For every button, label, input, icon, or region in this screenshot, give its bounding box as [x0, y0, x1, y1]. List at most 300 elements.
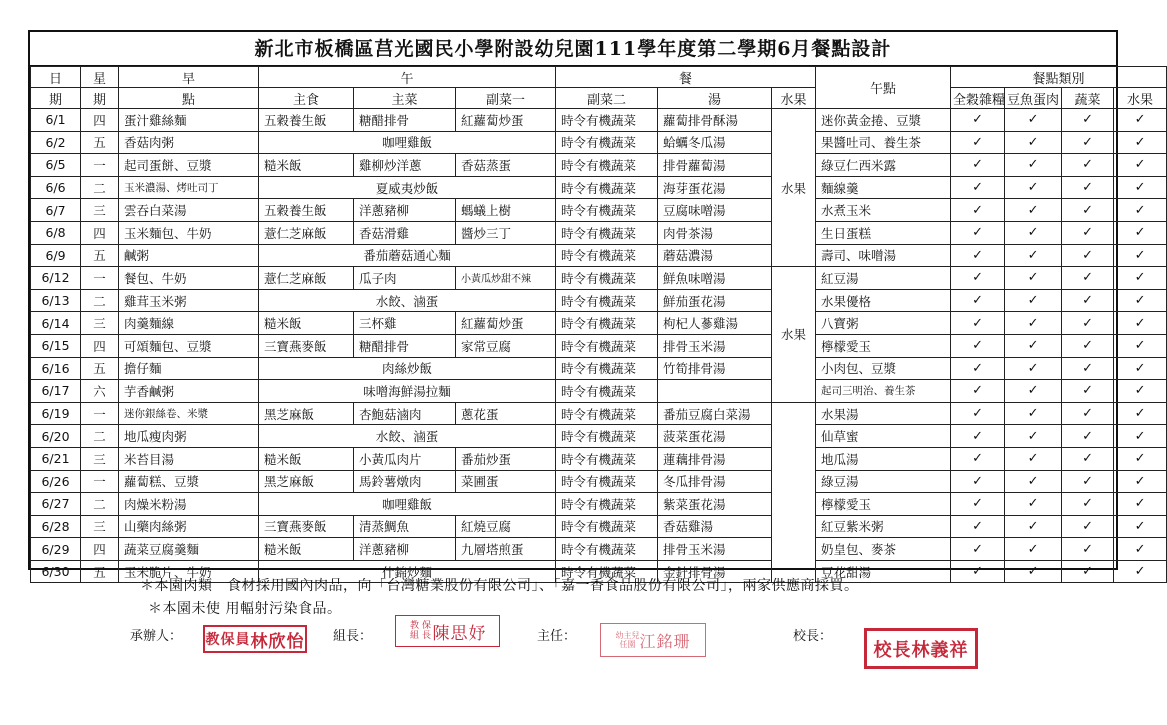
check-protein-icon: ✓: [1005, 425, 1062, 448]
header-breakfast-2: 點: [119, 88, 259, 109]
cell-snack: 麵線羹: [816, 176, 951, 199]
header-weekday: 星: [81, 67, 119, 88]
cell-soup: 冬瓜排骨湯: [658, 470, 772, 493]
cell-main-dish: 香菇滑雞: [354, 221, 456, 244]
cell-snack: 紅豆湯: [816, 267, 951, 290]
leader-label: 組長：: [333, 629, 373, 644]
menu-row: [31, 493, 1167, 516]
menu-row: [31, 538, 1167, 561]
cell-staple: 三寶燕麥飯: [259, 334, 354, 357]
header-weekday-2: 期: [81, 88, 119, 109]
director-stamp-name: 江銘珊: [639, 631, 691, 651]
cell-side-1: 番茄炒蛋: [456, 447, 556, 470]
cell-snack: 水煮玉米: [816, 199, 951, 222]
cell-side-2: 時令有機蔬菜: [556, 131, 658, 154]
check-veg-icon: ✓: [1062, 470, 1114, 493]
cell-weekday: 三: [81, 199, 119, 222]
cell-weekday: 五: [81, 131, 119, 154]
cell-snack: 綠豆仁西米露: [816, 154, 951, 177]
handler-label: 承辦人：: [130, 629, 183, 644]
cell-snack: 仙草蜜: [816, 425, 951, 448]
note-meat-source: ＊本園肉類 食材採用國內肉品，向「台灣糖業股份有限公司」、「嘉一香食品股份有限公司」，兩家供應商採買。: [140, 578, 859, 594]
cell-breakfast: 蘿蔔糕、豆漿: [119, 470, 259, 493]
cell-staple: 薏仁芝麻飯: [259, 267, 354, 290]
cell-weekday: 一: [81, 470, 119, 493]
cell-weekday: 二: [81, 176, 119, 199]
cell-side-2: 時令有機蔬菜: [556, 515, 658, 538]
cell-side-1: 香菇蒸蛋: [456, 154, 556, 177]
check-grain-icon: ✓: [951, 425, 1005, 448]
cell-lunch-combined: 番茄蘑菇通心麵: [259, 244, 556, 267]
menu-row: [31, 176, 1167, 199]
cell-side-2: 時令有機蔬菜: [556, 538, 658, 561]
cell-breakfast: 鹹粥: [119, 244, 259, 267]
cell-side-2: 時令有機蔬菜: [556, 109, 658, 132]
cell-date: 6/28: [31, 515, 81, 538]
cell-main-dish: 杏鮑菇滷肉: [354, 402, 456, 425]
cell-breakfast: 可頌麵包、豆漿: [119, 334, 259, 357]
cell-snack: 豆花甜湯: [816, 560, 951, 583]
cell-main-dish: 糖醋排骨: [354, 334, 456, 357]
cell-staple: 五穀養生飯: [259, 109, 354, 132]
cell-soup: 紫菜蛋花湯: [658, 493, 772, 516]
check-protein-icon: ✓: [1005, 312, 1062, 335]
cell-soup: 鮮茄蛋花湯: [658, 289, 772, 312]
check-protein-icon: ✓: [1005, 470, 1062, 493]
menu-body: [31, 109, 1167, 583]
cell-soup: 排骨玉米湯: [658, 334, 772, 357]
cell-breakfast: 起司蛋餅、豆漿: [119, 154, 259, 177]
cell-side-2: 時令有機蔬菜: [556, 244, 658, 267]
cell-soup: 蛤蠣冬瓜湯: [658, 131, 772, 154]
cell-breakfast: 迷你銀絲卷、米漿: [119, 402, 259, 425]
cell-soup: 枸杞人蔘雞湯: [658, 312, 772, 335]
cell-side-2: 時令有機蔬菜: [556, 357, 658, 380]
cell-date: 6/12: [31, 267, 81, 290]
cell-snack: 迷你黃金捲、豆漿: [816, 109, 951, 132]
cell-breakfast: 香菇肉粥: [119, 131, 259, 154]
cell-lunch-combined: 水餃、滷蛋: [259, 425, 556, 448]
header-main-dish: 主菜: [354, 88, 456, 109]
cell-side-1: 紅蘿蔔炒蛋: [456, 312, 556, 335]
header-cat-fruit: 水果: [1114, 88, 1167, 109]
cell-date: 6/2: [31, 131, 81, 154]
menu-row: [31, 334, 1167, 357]
header-soup: 湯: [658, 88, 772, 109]
cell-breakfast: 蔬菜豆腐羹麵: [119, 538, 259, 561]
header-lunch-right: 餐: [556, 67, 816, 88]
check-fruit-icon: ✓: [1114, 199, 1167, 222]
cell-main-dish: 雞柳炒洋蔥: [354, 154, 456, 177]
cell-weekday: 三: [81, 515, 119, 538]
cell-weekday: 三: [81, 312, 119, 335]
check-veg-icon: ✓: [1062, 515, 1114, 538]
check-grain-icon: ✓: [951, 380, 1005, 403]
menu-row: [31, 109, 1167, 132]
cell-side-2: 時令有機蔬菜: [556, 312, 658, 335]
cell-weekday: 三: [81, 447, 119, 470]
check-fruit-icon: ✓: [1114, 493, 1167, 516]
cell-soup: 排骨蘿蔔湯: [658, 154, 772, 177]
cell-soup: 番茄豆腐白菜湯: [658, 402, 772, 425]
cell-weekday: 六: [81, 380, 119, 403]
meal-plan-table: [30, 66, 1167, 583]
leader-stamp-name: 陳思妤: [432, 623, 487, 644]
cell-snack: 果醬吐司、養生茶: [816, 131, 951, 154]
header-side-1: 副菜一: [456, 88, 556, 109]
cell-soup: 蘿蔔排骨酥湯: [658, 109, 772, 132]
cell-date: 6/16: [31, 357, 81, 380]
cell-breakfast: 餐包、牛奶: [119, 267, 259, 290]
note-radiation: ＊本園未使 用輻射污染食品。: [148, 601, 342, 617]
check-grain-icon: ✓: [951, 493, 1005, 516]
check-fruit-icon: ✓: [1114, 244, 1167, 267]
check-veg-icon: ✓: [1062, 334, 1114, 357]
header-date-2: 期: [31, 88, 81, 109]
check-grain-icon: ✓: [951, 199, 1005, 222]
header-cat-grain: 全穀雜糧: [951, 88, 1005, 109]
handler-stamp-title: 教保員: [205, 632, 251, 648]
check-protein-icon: ✓: [1005, 447, 1062, 470]
cell-soup: 蘑菇濃湯: [658, 244, 772, 267]
cell-weekday: 二: [81, 425, 119, 448]
cell-soup: 金針排骨湯: [658, 560, 772, 583]
check-protein-icon: ✓: [1005, 176, 1062, 199]
header-side-2: 副菜二: [556, 88, 658, 109]
cell-date: 6/14: [31, 312, 81, 335]
cell-date: 6/30: [31, 560, 81, 583]
cell-lunch-combined: 夏威夷炒飯: [259, 176, 556, 199]
cell-weekday: 四: [81, 109, 119, 132]
check-grain-icon: ✓: [951, 515, 1005, 538]
menu-row: [31, 131, 1167, 154]
cell-weekday: 一: [81, 402, 119, 425]
cell-staple: 薏仁芝麻飯: [259, 221, 354, 244]
cell-date: 6/20: [31, 425, 81, 448]
check-fruit-icon: ✓: [1114, 538, 1167, 561]
header-cat-veg: 蔬菜: [1062, 88, 1114, 109]
cell-side-1: 小黃瓜炒甜不辣: [456, 267, 556, 290]
menu-row: [31, 199, 1167, 222]
check-fruit-icon: ✓: [1114, 560, 1167, 583]
cell-weekday: 五: [81, 244, 119, 267]
cell-snack: 檸檬愛玉: [816, 334, 951, 357]
cell-snack: 檸檬愛玉: [816, 493, 951, 516]
menu-row: [31, 312, 1167, 335]
cell-lunch-combined: 味噌海鮮湯拉麵: [259, 380, 556, 403]
check-grain-icon: ✓: [951, 267, 1005, 290]
cell-side-1: 九層塔煎蛋: [456, 538, 556, 561]
cell-side-2: 時令有機蔬菜: [556, 334, 658, 357]
check-grain-icon: ✓: [951, 312, 1005, 335]
cell-main-dish: 洋蔥豬柳: [354, 199, 456, 222]
cell-side-2: 時令有機蔬菜: [556, 289, 658, 312]
check-fruit-icon: ✓: [1114, 109, 1167, 132]
check-fruit-icon: ✓: [1114, 334, 1167, 357]
header-category: 餐點類別: [951, 67, 1167, 88]
cell-side-1: 菜圃蛋: [456, 470, 556, 493]
check-veg-icon: ✓: [1062, 154, 1114, 177]
cell-side-1: 螞蟻上樹: [456, 199, 556, 222]
check-veg-icon: ✓: [1062, 312, 1114, 335]
cell-date: 6/9: [31, 244, 81, 267]
cell-main-dish: 洋蔥豬柳: [354, 538, 456, 561]
cell-side-2: 時令有機蔬菜: [556, 154, 658, 177]
cell-breakfast: 雞茸玉米粥: [119, 289, 259, 312]
check-veg-icon: ✓: [1062, 425, 1114, 448]
check-protein-icon: ✓: [1005, 221, 1062, 244]
cell-soup: 海芽蛋花湯: [658, 176, 772, 199]
check-fruit-icon: ✓: [1114, 357, 1167, 380]
menu-row: [31, 470, 1167, 493]
check-grain-icon: ✓: [951, 244, 1005, 267]
cell-date: 6/8: [31, 221, 81, 244]
cell-weekday: 五: [81, 357, 119, 380]
cell-soup: 香菇雞湯: [658, 515, 772, 538]
check-protein-icon: ✓: [1005, 357, 1062, 380]
cell-side-2: 時令有機蔬菜: [556, 380, 658, 403]
cell-fruit-merged: 水果: [772, 267, 816, 403]
header-snack: 午點: [816, 67, 951, 109]
cell-side-2: 時令有機蔬菜: [556, 425, 658, 448]
cell-lunch-combined: 肉絲炒飯: [259, 357, 556, 380]
menu-row: [31, 154, 1167, 177]
cell-weekday: 二: [81, 289, 119, 312]
director-stamp: [600, 623, 706, 657]
cell-breakfast: 山藥肉絲粥: [119, 515, 259, 538]
check-protein-icon: ✓: [1005, 244, 1062, 267]
check-veg-icon: ✓: [1062, 380, 1114, 403]
cell-snack: 奶皇包、麥茶: [816, 538, 951, 561]
check-grain-icon: ✓: [951, 131, 1005, 154]
cell-side-2: 時令有機蔬菜: [556, 267, 658, 290]
header-cat-protein: 豆魚蛋肉: [1005, 88, 1062, 109]
check-veg-icon: ✓: [1062, 560, 1114, 583]
cell-staple: 黑芝麻飯: [259, 470, 354, 493]
check-grain-icon: ✓: [951, 176, 1005, 199]
cell-side-1: 家常豆腐: [456, 334, 556, 357]
check-protein-icon: ✓: [1005, 154, 1062, 177]
check-veg-icon: ✓: [1062, 402, 1114, 425]
check-grain-icon: ✓: [951, 538, 1005, 561]
header-breakfast: 早: [119, 67, 259, 88]
check-veg-icon: ✓: [1062, 267, 1114, 290]
cell-date: 6/7: [31, 199, 81, 222]
check-protein-icon: ✓: [1005, 560, 1062, 583]
cell-main-dish: 清蒸鯛魚: [354, 515, 456, 538]
cell-breakfast: 玉米脆片、牛奶: [119, 560, 259, 583]
cell-date: 6/6: [31, 176, 81, 199]
check-protein-icon: ✓: [1005, 538, 1062, 561]
cell-snack: 八寶粥: [816, 312, 951, 335]
menu-row: [31, 221, 1167, 244]
check-veg-icon: ✓: [1062, 289, 1114, 312]
check-veg-icon: ✓: [1062, 538, 1114, 561]
cell-lunch-combined: 水餃、滷蛋: [259, 289, 556, 312]
cell-lunch-combined: 什錦炒麵: [259, 560, 556, 583]
menu-row: [31, 402, 1167, 425]
director-label: 主任：: [537, 629, 577, 644]
cell-side-2: 時令有機蔬菜: [556, 560, 658, 583]
menu-row: [31, 515, 1167, 538]
check-veg-icon: ✓: [1062, 176, 1114, 199]
check-protein-icon: ✓: [1005, 199, 1062, 222]
cell-weekday: 五: [81, 560, 119, 583]
check-fruit-icon: ✓: [1114, 470, 1167, 493]
cell-side-2: 時令有機蔬菜: [556, 402, 658, 425]
cell-breakfast: 肉燥米粉湯: [119, 493, 259, 516]
header-lunch-left: 午: [259, 67, 556, 88]
leader-stamp-title-2: 保長: [421, 621, 431, 641]
director-stamp-title: 幼主兒任園: [615, 631, 640, 649]
principal-stamp: [864, 628, 978, 669]
cell-breakfast: 玉米麵包、牛奶: [119, 221, 259, 244]
check-veg-icon: ✓: [1062, 244, 1114, 267]
cell-weekday: 二: [81, 493, 119, 516]
cell-date: 6/27: [31, 493, 81, 516]
cell-soup: 鮮魚味噌湯: [658, 267, 772, 290]
cell-weekday: 四: [81, 221, 119, 244]
cell-soup: 竹筍排骨湯: [658, 357, 772, 380]
check-fruit-icon: ✓: [1114, 380, 1167, 403]
check-grain-icon: ✓: [951, 109, 1005, 132]
cell-main-dish: 瓜子肉: [354, 267, 456, 290]
check-protein-icon: ✓: [1005, 402, 1062, 425]
cell-staple: 三寶燕麥飯: [259, 515, 354, 538]
cell-lunch-combined: 咖哩雞飯: [259, 493, 556, 516]
cell-snack: 水果湯: [816, 402, 951, 425]
check-fruit-icon: ✓: [1114, 425, 1167, 448]
check-grain-icon: ✓: [951, 334, 1005, 357]
menu-row: [31, 357, 1167, 380]
cell-side-2: 時令有機蔬菜: [556, 176, 658, 199]
cell-staple: 黑芝麻飯: [259, 402, 354, 425]
check-veg-icon: ✓: [1062, 357, 1114, 380]
cell-date: 6/19: [31, 402, 81, 425]
cell-fruit-merged: [772, 402, 816, 583]
cell-breakfast: 地瓜瘦肉粥: [119, 425, 259, 448]
check-grain-icon: ✓: [951, 402, 1005, 425]
menu-row: [31, 267, 1167, 290]
cell-side-2: 時令有機蔬菜: [556, 447, 658, 470]
check-protein-icon: ✓: [1005, 267, 1062, 290]
cell-weekday: 一: [81, 267, 119, 290]
cell-main-dish: 糖醋排骨: [354, 109, 456, 132]
cell-staple: 糙米飯: [259, 312, 354, 335]
cell-side-1: 醬炒三丁: [456, 221, 556, 244]
cell-soup: 蓮藕排骨湯: [658, 447, 772, 470]
cell-date: 6/17: [31, 380, 81, 403]
leader-stamp-title-1: 教組: [409, 621, 419, 641]
header-row-1: [31, 67, 1167, 88]
handler-stamp: [203, 625, 307, 653]
cell-main-dish: 馬鈴薯燉肉: [354, 470, 456, 493]
cell-side-1: 紅燒豆腐: [456, 515, 556, 538]
cell-side-2: 時令有機蔬菜: [556, 221, 658, 244]
cell-soup: [658, 380, 772, 403]
cell-breakfast: 蛋汁雞絲麵: [119, 109, 259, 132]
leader-stamp: [395, 615, 500, 647]
cell-lunch-combined: 咖哩雞飯: [259, 131, 556, 154]
check-fruit-icon: ✓: [1114, 154, 1167, 177]
check-protein-icon: ✓: [1005, 131, 1062, 154]
cell-breakfast: 玉米濃湯、烤吐司丁: [119, 176, 259, 199]
cell-date: 6/5: [31, 154, 81, 177]
cell-snack: 紅豆紫米粥: [816, 515, 951, 538]
menu-sheet: [28, 30, 1154, 580]
cell-soup: 菠菜蛋花湯: [658, 425, 772, 448]
check-grain-icon: ✓: [951, 357, 1005, 380]
cell-main-dish: 小黃瓜肉片: [354, 447, 456, 470]
cell-side-1: 紅蘿蔔炒蛋: [456, 109, 556, 132]
cell-snack: 生日蛋糕: [816, 221, 951, 244]
cell-staple: 糙米飯: [259, 154, 354, 177]
cell-snack: 水果優格: [816, 289, 951, 312]
cell-breakfast: 肉羹麵線: [119, 312, 259, 335]
check-grain-icon: ✓: [951, 560, 1005, 583]
check-protein-icon: ✓: [1005, 289, 1062, 312]
cell-snack: 綠豆湯: [816, 470, 951, 493]
cell-snack: 地瓜湯: [816, 447, 951, 470]
check-protein-icon: ✓: [1005, 334, 1062, 357]
check-fruit-icon: ✓: [1114, 176, 1167, 199]
check-grain-icon: ✓: [951, 289, 1005, 312]
check-grain-icon: ✓: [951, 154, 1005, 177]
cell-breakfast: 雲吞白菜湯: [119, 199, 259, 222]
check-fruit-icon: ✓: [1114, 402, 1167, 425]
header-staple: 主食: [259, 88, 354, 109]
cell-date: 6/1: [31, 109, 81, 132]
check-fruit-icon: ✓: [1114, 221, 1167, 244]
check-grain-icon: ✓: [951, 470, 1005, 493]
check-veg-icon: ✓: [1062, 447, 1114, 470]
header-row-2: [31, 88, 1167, 109]
check-protein-icon: ✓: [1005, 109, 1062, 132]
check-fruit-icon: ✓: [1114, 312, 1167, 335]
cell-snack: 小肉包、豆漿: [816, 357, 951, 380]
cell-date: 6/21: [31, 447, 81, 470]
principal-label: 校長：: [793, 629, 833, 644]
cell-fruit-merged: 水果: [772, 109, 816, 267]
check-veg-icon: ✓: [1062, 493, 1114, 516]
check-protein-icon: ✓: [1005, 493, 1062, 516]
cell-date: 6/26: [31, 470, 81, 493]
check-fruit-icon: ✓: [1114, 267, 1167, 290]
check-fruit-icon: ✓: [1114, 515, 1167, 538]
header-date: 日: [31, 67, 81, 88]
check-protein-icon: ✓: [1005, 380, 1062, 403]
menu-row: [31, 447, 1167, 470]
cell-side-2: 時令有機蔬菜: [556, 199, 658, 222]
check-grain-icon: ✓: [951, 221, 1005, 244]
cell-snack: 壽司、味噌湯: [816, 244, 951, 267]
cell-weekday: 一: [81, 154, 119, 177]
cell-staple: 糙米飯: [259, 538, 354, 561]
menu-row: [31, 244, 1167, 267]
cell-weekday: 四: [81, 334, 119, 357]
check-fruit-icon: ✓: [1114, 447, 1167, 470]
cell-staple: 五穀養生飯: [259, 199, 354, 222]
check-grain-icon: ✓: [951, 447, 1005, 470]
cell-weekday: 四: [81, 538, 119, 561]
check-protein-icon: ✓: [1005, 515, 1062, 538]
cell-breakfast: 擔仔麵: [119, 357, 259, 380]
header-fruit: 水果: [772, 88, 816, 109]
cell-staple: 糙米飯: [259, 447, 354, 470]
menu-row: [31, 289, 1167, 312]
handler-stamp-name: 林欣怡: [250, 631, 305, 652]
cell-side-1: 蔥花蛋: [456, 402, 556, 425]
